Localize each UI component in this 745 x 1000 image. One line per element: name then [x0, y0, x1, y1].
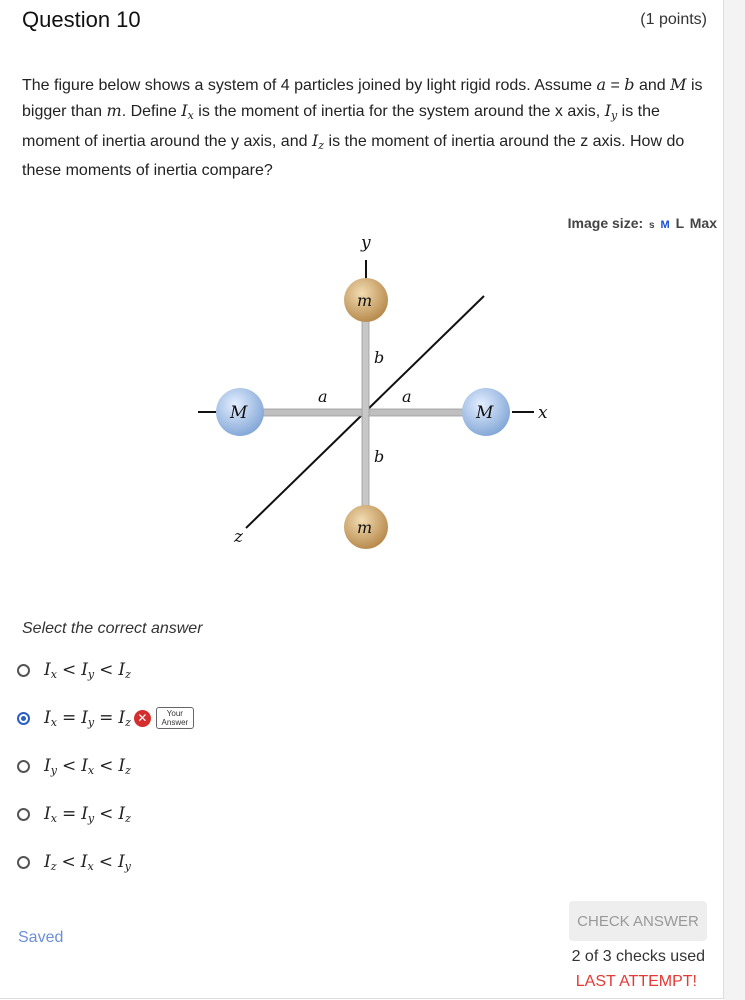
question-title: Question 10 — [22, 7, 141, 32]
mass-left-label: M — [230, 403, 248, 423]
check-answer-button[interactable]: CHECK ANSWER — [569, 901, 707, 941]
answer-option[interactable] — [17, 646, 194, 694]
label-a-left: a — [318, 387, 328, 406]
image-size-control — [566, 215, 717, 231]
radio-button[interactable] — [17, 856, 30, 869]
image-size-m-button[interactable]: M — [660, 219, 670, 231]
radio-button[interactable] — [17, 664, 30, 677]
radio-button[interactable] — [17, 760, 30, 773]
axis-z-label: z — [234, 527, 243, 547]
checks-used-text: 2 of 3 checks used — [571, 948, 705, 965]
question-text: The figure below shows a system of 4 particles joined by light rigid rods. Assume a = b and M is bigger than m. Define $I_x$ is the moment of inertia for the system around the x axis, $I_y$ is the moment of inertia around the y axis, and $I_z$ is the moment of inertia around the z axis. How do these moments of inertia compare? — [22, 75, 703, 179]
option-label: $I_z < I_x < I_y$ — [44, 851, 131, 873]
particle-system-figure — [190, 230, 560, 560]
last-attempt-warning: LAST ATTEMPT! — [575, 973, 697, 990]
axis-x-label: x — [538, 403, 548, 423]
vertical-rod — [362, 300, 369, 530]
label-a-right: a — [402, 387, 412, 406]
radio-button-selected[interactable] — [17, 712, 30, 725]
option-label: $I_y < I_x < I_z$ — [44, 755, 131, 777]
question-points: (1 points) — [640, 11, 707, 28]
label-b-top: b — [374, 348, 385, 367]
answer-option[interactable] — [17, 790, 194, 838]
mass-top-label: m — [357, 291, 373, 310]
option-label: $I_x < I_y < I_z$ — [44, 659, 131, 681]
axis-y-label: y — [361, 233, 371, 253]
image-size-max-button[interactable]: Max — [689, 215, 717, 231]
answer-option-selected[interactable] — [17, 694, 194, 742]
option-label: $I_x = I_y < I_z$ — [44, 803, 131, 825]
radio-button[interactable] — [17, 808, 30, 821]
image-size-label: Image size: — [567, 215, 644, 231]
select-answer-prompt: Select the correct answer — [22, 620, 203, 637]
saved-status: Saved — [18, 929, 64, 946]
label-b-bottom: b — [374, 447, 385, 466]
image-size-l-button[interactable]: L — [675, 215, 684, 231]
answer-options — [17, 646, 194, 886]
image-size-s-button[interactable]: s — [649, 220, 655, 231]
answer-option[interactable] — [17, 742, 194, 790]
answer-option[interactable] — [17, 838, 194, 886]
mass-bottom-label: m — [357, 518, 373, 537]
wrong-icon: ✕ — [134, 710, 151, 727]
option-label: $I_x = I_y = I_z$ — [44, 707, 131, 729]
your-answer-badge: Your Answer — [156, 707, 194, 729]
scrollbar[interactable] — [724, 0, 745, 1000]
mass-right-label: M — [476, 403, 494, 423]
